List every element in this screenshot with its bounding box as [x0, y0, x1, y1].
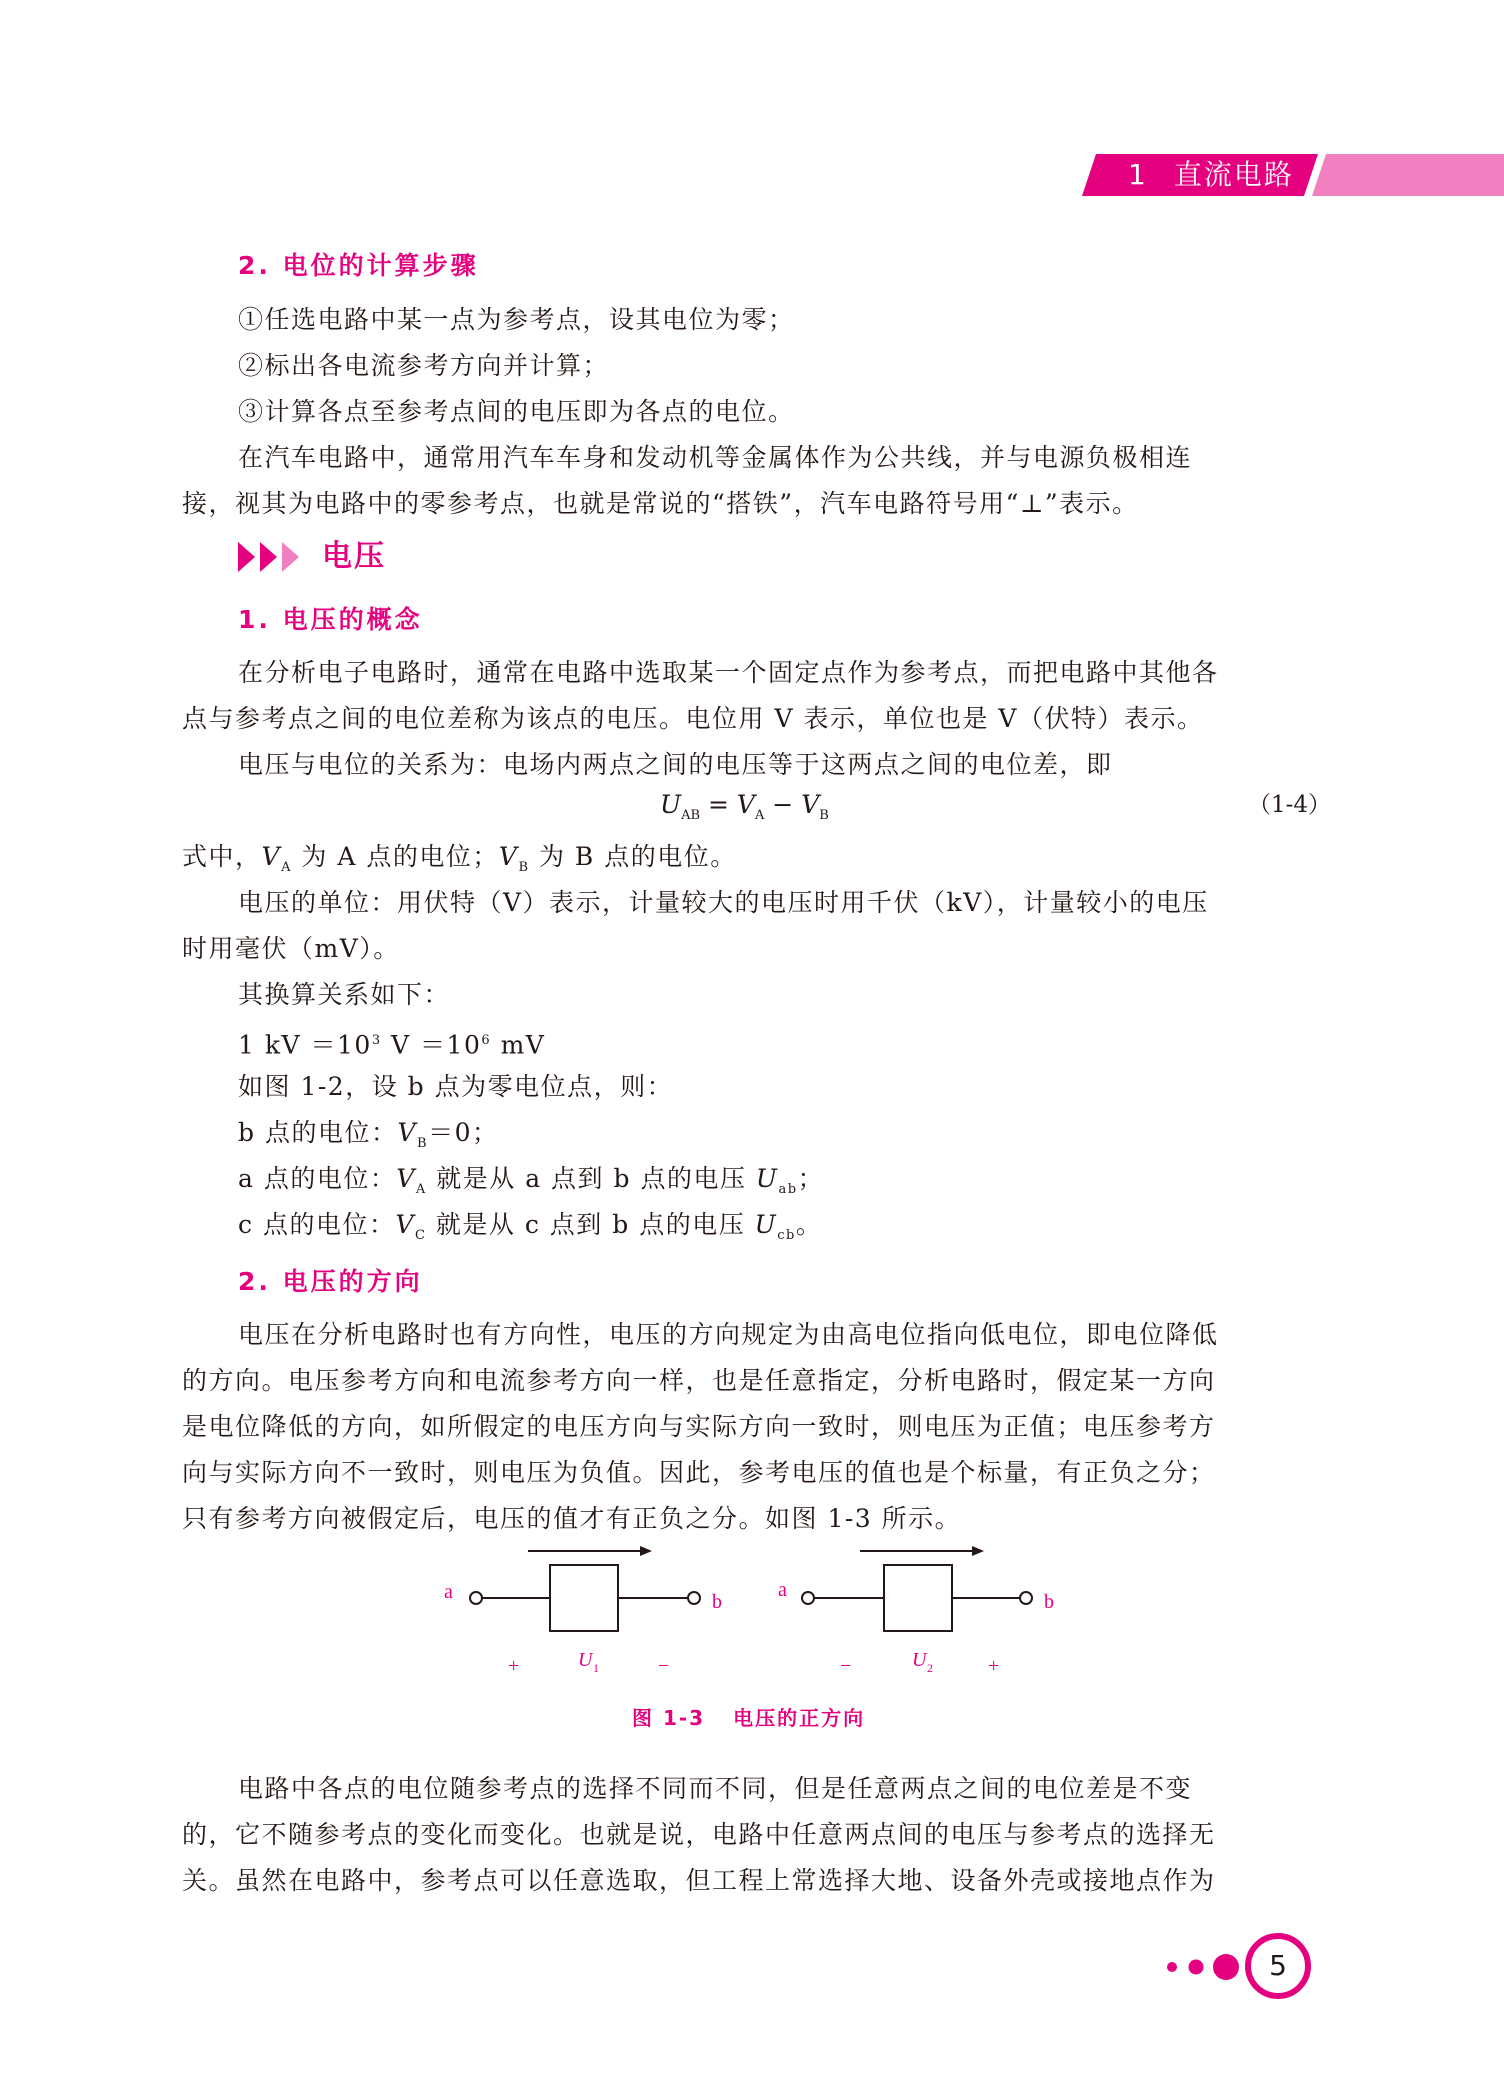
label-plus: + — [988, 1655, 1000, 1677]
paragraph-line: 其换算关系如下： — [238, 980, 451, 1009]
terminal-a — [802, 1592, 814, 1604]
paragraph-line: 的方向。电压参考方向和电流参考方向一样，也是任意指定，分析电路时，假定某一方向 — [182, 1366, 1216, 1395]
step-2: ②标出各电流参考方向并计算； — [238, 351, 610, 380]
var-sub: C — [415, 1228, 427, 1243]
step-1: ①任选电路中某一点为参考点，设其电位为零； — [238, 305, 795, 334]
paragraph-line: 电压的单位：用伏特（V）表示，计量较大的电压时用千伏（kV），计量较小的电压 — [238, 888, 1209, 917]
step-3: ③计算各点至参考点间的电压即为各点的电位。 — [238, 397, 795, 426]
text: a 点的电位： — [238, 1164, 397, 1193]
formula-va: V — [736, 790, 755, 819]
var-sub: ab — [778, 1182, 798, 1197]
var-sub: A — [281, 860, 292, 875]
formula-sub: A — [754, 808, 765, 823]
where-text: 为 A 点的电位； — [291, 842, 499, 871]
paragraph-line: 在分析电子电路时，通常在电路中选取某一个固定点作为参考点，而把电路中其他各 — [238, 658, 1219, 687]
c-point-line — [238, 1202, 1318, 1259]
formula-1-4 — [660, 788, 829, 833]
paragraph-line: 向与实际方向不一致时，则电压为负值。因此，参考电压的值也是个标量，有正负之分； — [182, 1458, 1216, 1487]
page-number: 5 — [1245, 1933, 1311, 1999]
text: ＝0； — [428, 1118, 499, 1147]
figure-title: 电压的正方向 — [733, 1706, 866, 1730]
formula-number: （1-4） — [1248, 792, 1332, 818]
var: V — [396, 1164, 416, 1193]
var-vb: V — [498, 842, 519, 871]
paragraph-line: 关。虽然在电路中，参考点可以任意选取，但工程上常选择大地、设备外壳或接地点作为 — [182, 1866, 1216, 1895]
conv-part: 1 kV ＝10 — [238, 1030, 372, 1060]
terminal-b — [688, 1592, 700, 1604]
formula-sub: AB — [681, 808, 701, 823]
var: U — [754, 1210, 778, 1239]
formula-vb: V — [801, 790, 820, 819]
component-box — [884, 1565, 952, 1631]
subheading-voltage-concept: 1. 电压的概念 — [238, 605, 423, 634]
var: V — [397, 1118, 418, 1147]
footer-dots-icon — [1160, 1950, 1242, 1984]
arrow-head — [972, 1546, 984, 1556]
conv-exp: 6 — [481, 1033, 492, 1048]
section-title: 电压 — [322, 539, 386, 574]
text: 就是从 a 点到 b 点的电压 — [426, 1164, 756, 1193]
var: U — [755, 1164, 779, 1193]
var-sub: B — [417, 1136, 429, 1151]
paragraph-line: 的，它不随参考点的变化而变化。也就是说，电路中任意两点间的电压与参考点的选择无 — [182, 1820, 1216, 1849]
subheading-potential-steps: 2. 电位的计算步骤 — [238, 251, 479, 280]
conv-exp: 3 — [371, 1033, 382, 1048]
var-sub: cb — [777, 1228, 796, 1243]
paragraph-line: 电压在分析电路时也有方向性，电压的方向规定为由高电位指向低电位，即电位降低 — [238, 1320, 1219, 1349]
var: V — [395, 1210, 416, 1239]
var-sub: A — [415, 1182, 427, 1197]
var-sub: B — [518, 860, 530, 875]
conv-part: V ＝10 — [381, 1030, 482, 1060]
paragraph-line: 是电位降低的方向，如所假定的电压方向与实际方向一致时，则电压为正值；电压参考方 — [182, 1412, 1216, 1441]
triple-arrow-icon — [238, 542, 302, 572]
figure-number: 图 1-3 — [632, 1706, 706, 1730]
circuit-diagram — [430, 1526, 1080, 1686]
paragraph-line: 电路中各点的电位随参考点的选择不同而不同，但是任意两点之间的电位差是不变 — [238, 1774, 1193, 1803]
paragraph-line: 只有参考方向被假定后，电压的值才有正负之分。如图 1-3 所示。 — [182, 1504, 962, 1533]
label-minus: − — [658, 1655, 670, 1677]
figure-caption — [632, 1702, 865, 1731]
label-b: b — [712, 1591, 722, 1613]
label-u2: U — [912, 1649, 927, 1671]
text: 。 — [795, 1210, 823, 1239]
conv-part: mV — [491, 1030, 546, 1060]
label-u1-sub: 1 — [593, 1661, 599, 1675]
label-minus: − — [840, 1655, 852, 1677]
label-b: b — [1044, 1591, 1054, 1613]
paragraph-line: 时用毫伏（mV）。 — [182, 934, 400, 963]
conversion-line — [238, 1018, 1318, 1068]
where-text: 为 B 点的电位。 — [529, 842, 737, 871]
paragraph-line: 如图 1-2，设 b 点为零电位点，则： — [238, 1072, 674, 1101]
text: b 点的电位： — [238, 1118, 398, 1147]
chapter-title — [1128, 158, 1294, 192]
paragraph-line: 点与参考点之间的电位差称为该点的电压。电位用 V 表示，单位也是 V（伏特）表示。 — [182, 704, 1204, 733]
formula-minus: − — [772, 790, 794, 819]
formula-u: U — [660, 790, 682, 819]
figure-voltage-direction — [430, 1526, 1080, 1686]
chapter-name: 直流电路 — [1173, 158, 1294, 191]
paragraph-line: 接，视其为电路中的零参考点，也就是常说的“搭铁”，汽车电路符号用“⊥”表示。 — [182, 489, 1139, 518]
label-a: a — [444, 1581, 453, 1603]
chapter-number: 1 — [1128, 158, 1148, 191]
label-u2-sub: 2 — [927, 1661, 933, 1675]
var-va: V — [261, 842, 282, 871]
label-u1: U — [578, 1649, 593, 1671]
paragraph-line: 电压与电位的关系为：电场内两点之间的电压等于这两点之间的电位差，即 — [238, 750, 1113, 779]
text: ； — [797, 1164, 825, 1193]
label-a: a — [778, 1579, 787, 1601]
paragraph-line: 在汽车电路中，通常用汽车车身和发动机等金属体作为公共线，并与电源负极相连 — [238, 443, 1193, 472]
text: 就是从 c 点到 b 点的电压 — [426, 1210, 755, 1239]
terminal-b — [1020, 1592, 1032, 1604]
label-plus: + — [508, 1655, 520, 1677]
formula-sub: B — [819, 808, 829, 823]
subheading-voltage-direction: 2. 电压的方向 — [238, 1267, 423, 1296]
component-box — [550, 1565, 618, 1631]
terminal-a — [470, 1592, 482, 1604]
formula-eq: = — [707, 790, 729, 819]
where-prefix: 式中， — [182, 842, 262, 871]
text: c 点的电位： — [238, 1210, 396, 1239]
arrow-head — [640, 1546, 652, 1556]
